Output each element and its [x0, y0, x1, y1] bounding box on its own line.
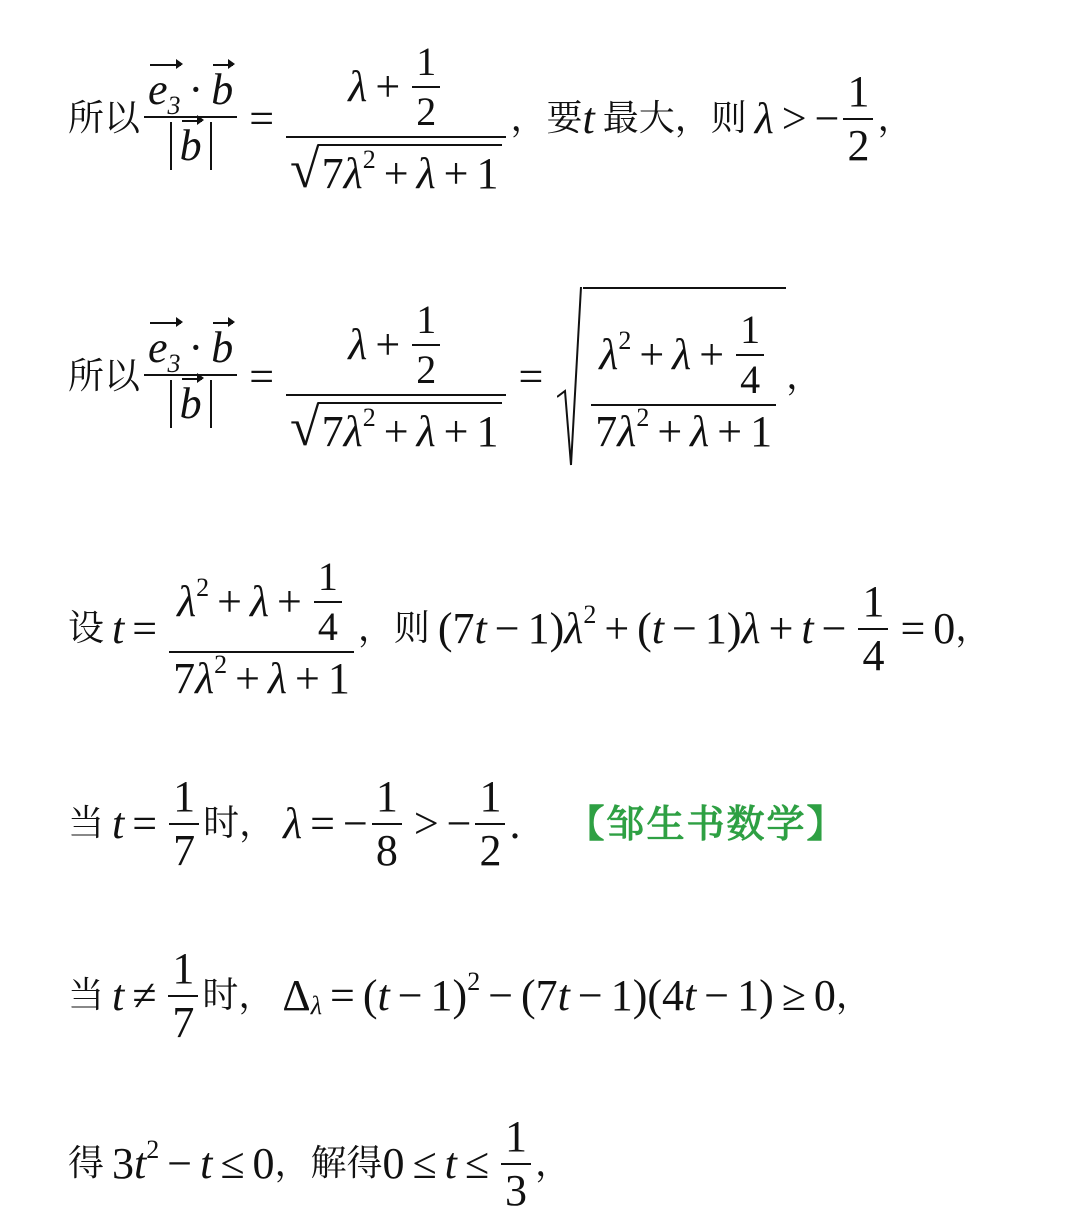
equation-line-5: 当 t ≠ $\frac{1}{7}$ 时， Δ $_\lambda$ = ( t − 1) $^2$ − (7 t − 1)(4 t − 1) ≥ 0 ， [68, 944, 872, 1047]
equation-line-3: 设 t = λ $^2$ + λ + $\frac{1}{4}$ 7 λ $^2$ + λ + 1 ，则 (7 t − 1) λ $^2$ + ( t − 1) λ + t − $\frac{1}{4}$ = 0 ， [68, 554, 992, 703]
sqrt-expression: √ 7 λ $^2$ + λ + 1 [290, 142, 502, 196]
text-suoyi: 所以 [68, 98, 141, 139]
equation-line-4: 当 t = $\frac{1}{7}$ 时， λ = − $\frac{1}{8}$ > − $\frac{1}{2}$ . 【邹生书数学】 [68, 772, 847, 875]
equation-line-1: 所以 $e_3$ · b b = λ + $\frac{1}{2}$ √ 7 λ $^2$ + λ + 1 ，要 t 最大，则 λ > − $\frac{1}{2}$ ， [68, 39, 914, 199]
lambda-fraction: λ + $\frac{1}{2}$ √ 7 λ $^2$ + λ + 1 [286, 42, 506, 196]
projection-fraction: $e_3$ · b b [144, 68, 237, 170]
equation-line-2: 所以 $e_3$ · b b = λ + $\frac{1}{2}$ √ 7 λ $^2$ + λ + 1 = λ $^2$ + λ + $\frac{1}{4}$ 7 λ $^2$ + λ + 1 ， [68, 272, 822, 482]
text-suoyi: 所以 [68, 356, 141, 397]
big-sqrt-expression: λ $^2$ + λ + $\frac{1}{4}$ 7 λ $^2$ + λ + 1 [557, 287, 786, 467]
equation-line-6: 得 3 t $^2$ − t ≤ 0 ，解得 0 ≤ t ≤ $\frac{1}{3}$ ， [68, 1112, 572, 1215]
watermark-label: 【邹生书数学】 [566, 802, 847, 846]
